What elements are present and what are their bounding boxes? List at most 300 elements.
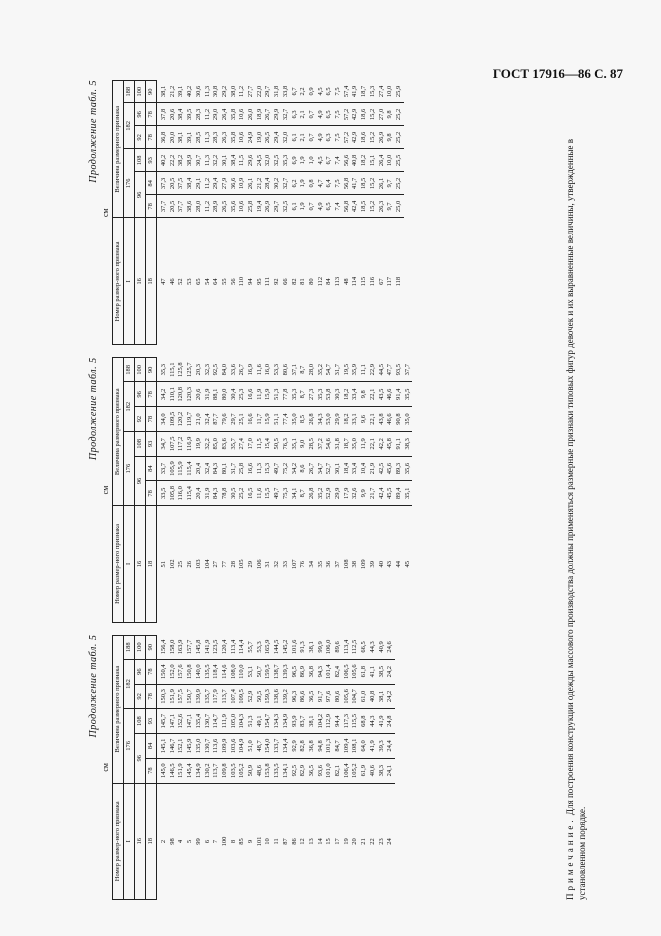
header-cell: 96: [135, 172, 146, 218]
table-cell: 2: [157, 783, 169, 899]
table-cell: 7: [212, 783, 221, 899]
table-cell: 53,1: [247, 659, 256, 684]
table-cell: 104,7: [351, 684, 360, 709]
table-cell: 0,7: [308, 195, 317, 218]
table-cell: 6,2: [291, 172, 300, 195]
table-cell: 112: [317, 218, 326, 345]
table-cell: 35,2: [317, 358, 326, 382]
table-cell: 125,7: [186, 358, 195, 382]
table-cell: 6,4: [325, 172, 334, 195]
table-cell: 48,6: [256, 758, 265, 783]
table-cell: 29,7: [264, 81, 273, 103]
table-cell: 11,3: [204, 81, 213, 103]
table-cell: 106,0: [325, 635, 334, 659]
table-cell: 35,8: [230, 103, 239, 126]
table-cell: 30,7: [195, 149, 204, 172]
table-cell: 29,1: [195, 172, 204, 195]
table-cell: 18,7: [343, 431, 352, 456]
table-cell: 80: [308, 218, 317, 345]
table-cell: 32,4: [204, 456, 213, 481]
table-cell: 25,3: [238, 382, 247, 407]
table-cell: 18,2: [343, 382, 352, 407]
table-cell: 33,4: [351, 382, 360, 407]
table-cell: 11: [273, 783, 282, 899]
table-cell: 100: [221, 783, 230, 899]
table-row: [299, 81, 308, 345]
table-cell: 40,8: [351, 149, 360, 172]
table-cell: 113,7: [221, 684, 230, 709]
table-cell: 34,7: [157, 431, 169, 456]
table-cell: 7,5: [334, 126, 343, 149]
table-row: [308, 81, 317, 345]
table-cell: 105,2: [351, 758, 360, 783]
table-cell: 20,5: [169, 172, 178, 195]
values-caption: Величина размерного признака: [113, 358, 124, 506]
table-cell: 56,8: [343, 172, 352, 195]
table-cell: 117: [386, 218, 395, 345]
table-cell: 130,2: [204, 758, 213, 783]
table-cell: 55,7: [247, 635, 256, 659]
table-cell: 41,9: [378, 709, 387, 734]
table-cell: 41,9: [351, 81, 360, 103]
table-cell: 17: [334, 783, 343, 899]
table-cell: 101,6: [291, 635, 300, 659]
table-cell: 16,6: [247, 456, 256, 481]
table-cell: 25,2: [238, 481, 247, 506]
table-cell: 34,1: [291, 481, 300, 506]
header-cell: 188: [124, 358, 135, 382]
table-row: [334, 358, 343, 622]
table-cell: 91,7: [317, 684, 326, 709]
table-cell: 61,8: [360, 659, 369, 684]
table-row: [343, 635, 352, 899]
table-row: [195, 358, 204, 622]
table-cell: 157,6: [177, 659, 186, 684]
table-cell: 61,0: [360, 684, 369, 709]
table-cell: 4,5: [317, 81, 326, 103]
table-cell: 34,3: [317, 407, 326, 432]
table-cell: 27,4: [378, 81, 387, 103]
table-cell: 33,6: [230, 358, 239, 382]
table-cell: 13: [308, 783, 317, 899]
table-cell: 134,4: [282, 734, 291, 759]
table-cell: 39: [369, 506, 378, 622]
header-cell: 93: [146, 709, 157, 734]
header-cell: 100: [135, 635, 146, 659]
table-cell: 57,2: [343, 103, 352, 126]
table-cell: 0,9: [308, 81, 317, 103]
table-cell: 7,4: [334, 149, 343, 172]
table-cell: 6,7: [325, 149, 334, 172]
table-cell: 22: [369, 783, 378, 899]
table-block: [88, 80, 558, 345]
table-cell: 17,9: [343, 481, 352, 506]
header-cell: 90: [146, 358, 157, 382]
table-cell: 93,5: [395, 358, 404, 382]
table-cell: 135,0: [195, 734, 204, 759]
table-cell: 45,6: [386, 456, 395, 481]
size-table: [112, 80, 404, 345]
table-cell: 135,5: [204, 659, 213, 684]
table-cell: 32,5: [273, 149, 282, 172]
table-cell: 6,3: [291, 103, 300, 126]
table-cell: 20,6: [169, 103, 178, 126]
header-cell: 92: [135, 407, 146, 432]
table-cell: 29,9: [334, 481, 343, 506]
table-cell: 84,0: [221, 358, 230, 382]
table-cell: 151,9: [177, 758, 186, 783]
header-cell: 108: [135, 431, 146, 456]
table-cell: 11,9: [360, 431, 369, 456]
table-cell: 21,2: [256, 172, 265, 195]
table-cell: 32,0: [264, 149, 273, 172]
table-cell: 36,6: [230, 172, 239, 195]
table-row: [360, 358, 369, 622]
table-cell: 92,5: [291, 758, 300, 783]
table-cell: 17,0: [247, 431, 256, 456]
table-cell: 15,9: [264, 407, 273, 432]
table-cell: 35,5: [404, 382, 413, 407]
table-row: [177, 81, 186, 345]
table-cell: 133,7: [273, 734, 282, 759]
table-row: [177, 635, 186, 899]
table-cell: 30,4: [230, 382, 239, 407]
table-cell: 12: [299, 783, 308, 899]
table-cell: 54,7: [325, 358, 334, 382]
table-cell: 145,8: [195, 635, 204, 659]
table-cell: 4,5: [317, 149, 326, 172]
table-cell: 38,1: [308, 709, 317, 734]
table-cell: 31,9: [204, 481, 213, 506]
table-cell: 113,4: [343, 635, 352, 659]
table-cell: 101,0: [325, 758, 334, 783]
table-cell: 106,4: [343, 758, 352, 783]
table-cell: 35,3: [291, 382, 300, 407]
table-cell: 30,5: [230, 481, 239, 506]
table-cell: 18,2: [360, 149, 369, 172]
header-cell: 78: [146, 195, 157, 218]
table-cell: 53,0: [325, 407, 334, 432]
table-cell: 28,9: [212, 195, 221, 218]
table-cell: 0,7: [308, 103, 317, 126]
table-cell: 57,2: [343, 126, 352, 149]
table-cell: 21,0: [195, 407, 204, 432]
table-cell: 159,3: [264, 684, 273, 709]
table-cell: 38,1: [177, 126, 186, 149]
header-cell: 84: [146, 734, 157, 759]
table-cell: 84: [325, 218, 334, 345]
table-row: [334, 81, 343, 345]
table-cell: 152,0: [169, 659, 178, 684]
table-cell: 26,3: [378, 195, 387, 218]
table-cell: 21,9: [369, 456, 378, 481]
table-cell: 104,2: [317, 709, 326, 734]
table-cell: 28,4: [264, 172, 273, 195]
table-cell: 105,9: [169, 456, 178, 481]
table-cell: 54,6: [325, 431, 334, 456]
table-cell: 15,4: [264, 431, 273, 456]
table-cell: 27: [212, 506, 221, 622]
table-cell: 153,8: [264, 758, 273, 783]
table-cell: 27,3: [308, 382, 317, 407]
table-cell: 7,5: [334, 103, 343, 126]
table-cell: 32: [273, 506, 282, 622]
table-cell: 35,9: [351, 358, 360, 382]
table-cell: 165,9: [264, 635, 273, 659]
table-cell: 103,6: [230, 734, 239, 759]
table-cell: 37: [334, 506, 343, 622]
table-cell: 19,9: [195, 431, 204, 456]
table-cell: 40,6: [369, 758, 378, 783]
table-cell: 32,6: [351, 481, 360, 506]
feature-no-header: Номер размер-ного признака: [113, 783, 124, 899]
table-cell: 49,7: [273, 456, 282, 481]
table-cell: 104,3: [238, 709, 247, 734]
table-cell: 29,0: [212, 103, 221, 126]
table-cell: 109,4: [343, 734, 352, 759]
table-cell: 11,2: [204, 103, 213, 126]
table-cell: 111: [264, 218, 273, 345]
table-cell: 10,4: [360, 456, 369, 481]
table-cell: 138,7: [273, 659, 282, 684]
table-row: [317, 81, 326, 345]
table-cell: 103: [195, 506, 204, 622]
table-cell: 120,4: [221, 635, 230, 659]
table-cell: 6,5: [325, 81, 334, 103]
table-cell: 102: [169, 506, 178, 622]
table-cell: 26,0: [247, 103, 256, 126]
table-row: [238, 635, 247, 899]
table-cell: 15,5: [264, 481, 273, 506]
table-cell: 24,4: [386, 734, 395, 759]
table-cell: 76: [299, 506, 308, 622]
table-cell: 10,0: [386, 149, 395, 172]
table-cell: 10,6: [238, 195, 247, 218]
table-cell: 38,4: [230, 149, 239, 172]
table-cell: 64: [212, 218, 221, 345]
table-row: [157, 81, 169, 345]
table-cell: 112,9: [325, 709, 334, 734]
table-row: [386, 358, 395, 622]
table-cell: 53,3: [256, 635, 265, 659]
table-cell: 116,9: [186, 431, 195, 456]
table-cell: 140,0: [195, 659, 204, 684]
header-cell: 108: [135, 149, 146, 172]
table-cell: 120,2: [177, 407, 186, 432]
table-cell: 27,0: [378, 103, 387, 126]
table-row: [221, 635, 230, 899]
table-cell: 25,8: [238, 456, 247, 481]
table-cell: 115,9: [177, 456, 186, 481]
table-cell: 94,4: [334, 709, 343, 734]
table-cell: 18,2: [343, 407, 352, 432]
table-cell: 84,3: [212, 456, 221, 481]
size-table: [112, 635, 395, 900]
table-cell: 134,1: [282, 758, 291, 783]
table-cell: 31,8: [334, 431, 343, 456]
table-cell: 43,8: [378, 407, 387, 432]
table-cell: 90,8: [395, 407, 404, 432]
table-cell: 105: [238, 506, 247, 622]
table-cell: 34,0: [157, 407, 169, 432]
table-cell: 80,1: [221, 456, 230, 481]
table-cell: 1,9: [299, 195, 308, 218]
header-cell: 16: [135, 218, 146, 345]
table-cell: 26,1: [247, 172, 256, 195]
header-cell: 84: [146, 456, 157, 481]
table-cell: 44: [395, 506, 404, 622]
table-cell: 107,5: [169, 431, 178, 456]
table-row: [299, 358, 308, 622]
table-cell: 44,5: [378, 358, 387, 382]
table-row: [230, 635, 239, 899]
table-cell: 139,2: [282, 684, 291, 709]
table-cell: 11,6: [256, 481, 265, 506]
table-cell: 50,5: [256, 684, 265, 709]
table-cell: 108: [343, 506, 352, 622]
header-cell: 78: [146, 481, 157, 506]
table-cell: 19,4: [256, 195, 265, 218]
table-cell: 113,7: [212, 758, 221, 783]
table-cell: 28,0: [195, 195, 204, 218]
table-cell: 35,3: [282, 149, 291, 172]
table-row: [351, 81, 360, 345]
table-cell: 18,6: [360, 126, 369, 149]
table-cell: 46,6: [386, 407, 395, 432]
table-cell: 53,3: [273, 358, 282, 382]
table-cell: 6,9: [291, 149, 300, 172]
table-cell: 16,0: [264, 358, 273, 382]
table-row: [264, 358, 273, 622]
table-cell: 38,0: [230, 81, 239, 103]
table-cell: 35,1: [404, 481, 413, 506]
table-cell: 91,4: [395, 382, 404, 407]
table-row: [195, 81, 204, 345]
rotated-page-content: [88, 80, 628, 900]
table-cell: 109,9: [221, 734, 230, 759]
table-cell: 33,1: [351, 407, 360, 432]
table-cell: 125,8: [177, 358, 186, 382]
table-cell: 44,3: [369, 709, 378, 734]
feature-no-header: Номер размер-ного признака: [113, 506, 124, 622]
unit-label: см: [101, 485, 110, 495]
table-cell: 10: [264, 783, 273, 899]
table-cell: 117,3: [343, 709, 352, 734]
table-row: [351, 635, 360, 899]
table-cell: 51,1: [273, 407, 282, 432]
table-cell: 8,5: [299, 407, 308, 432]
table-cell: 9,8: [386, 103, 395, 126]
table-cell: 1,0: [308, 149, 317, 172]
table-row: [157, 635, 169, 899]
table-row: [204, 81, 213, 345]
table-cell: 11,7: [256, 407, 265, 432]
table-row: [212, 358, 221, 622]
table-row: [291, 358, 300, 622]
table-cell: 98: [169, 783, 178, 899]
table-cell: 32,7: [282, 103, 291, 126]
table-cell: 94,8: [317, 734, 326, 759]
header-cell: 176: [124, 431, 135, 505]
header-cell: 78: [146, 659, 157, 684]
table-cell: 29,7: [230, 407, 239, 432]
table-cell: 10,6: [238, 103, 247, 126]
table-row: [177, 358, 186, 622]
table-cell: 40,2: [186, 81, 195, 103]
table-cell: 99,9: [317, 635, 326, 659]
table-cell: 116: [369, 218, 378, 345]
table-cell: 26,9: [264, 195, 273, 218]
table-row: [247, 81, 256, 345]
table-cell: 46,6: [386, 382, 395, 407]
table-cell: 92,9: [291, 734, 300, 759]
header-cell: 78: [146, 382, 157, 407]
table-cell: 9,6: [360, 407, 369, 432]
table-cell: 27,4: [238, 431, 247, 456]
table-cell: 2,1: [299, 103, 308, 126]
table-cell: 30,3: [334, 382, 343, 407]
table-cell: 107,4: [230, 684, 239, 709]
table-cell: 10,0: [386, 81, 395, 103]
table-cell: 15,1: [369, 149, 378, 172]
table-cell: 49,1: [256, 709, 265, 734]
table-row: [186, 358, 195, 622]
table-cell: 109: [360, 506, 369, 622]
table-cell: 104,9: [238, 734, 247, 759]
table-cell: 56,8: [343, 195, 352, 218]
table-cell: 115: [360, 218, 369, 345]
table-cell: 28,3: [195, 103, 204, 126]
header-cell: 90: [146, 635, 157, 659]
table-cell: 1,9: [299, 149, 308, 172]
table-cell: 20: [351, 783, 360, 899]
table-row: [360, 81, 369, 345]
table-cell: 66: [282, 218, 291, 345]
table-cell: 37,1: [291, 358, 300, 382]
table-row: [378, 635, 387, 899]
header-cell: 16: [135, 783, 146, 899]
continuation-label: Продолжение табл. 5: [88, 357, 99, 461]
header-cell: 100: [135, 358, 146, 382]
table-cell: 33,5: [157, 481, 169, 506]
table-cell: 32,0: [282, 126, 291, 149]
table-cell: 26,3: [221, 126, 230, 149]
table-cell: 38,5: [378, 659, 387, 684]
table-cell: 89,6: [334, 635, 343, 659]
table-cell: 159,5: [264, 659, 273, 684]
table-cell: 55: [221, 218, 230, 345]
table-cell: 41,1: [369, 659, 378, 684]
table-cell: 77,8: [282, 382, 291, 407]
table-cell: 37,2: [317, 431, 326, 456]
header-cell: 78: [146, 407, 157, 432]
table-cell: 44,3: [369, 635, 378, 659]
table-cell: 119,7: [186, 407, 195, 432]
table-cell: 139,9: [195, 684, 204, 709]
table-cell: 42,9: [351, 103, 360, 126]
table-cell: 101,4: [325, 659, 334, 684]
table-cell: 9,9: [360, 481, 369, 506]
table-cell: 39,1: [186, 126, 195, 149]
table-cell: 96,3: [291, 684, 300, 709]
table-cell: 8,6: [299, 456, 308, 481]
table-cell: 32,7: [282, 172, 291, 195]
table-cell: 35,0: [291, 407, 300, 432]
table-cell: 22,1: [369, 382, 378, 407]
table-cell: 6,1: [291, 126, 300, 149]
table-row: [204, 635, 213, 899]
table-cell: 37,7: [177, 195, 186, 218]
